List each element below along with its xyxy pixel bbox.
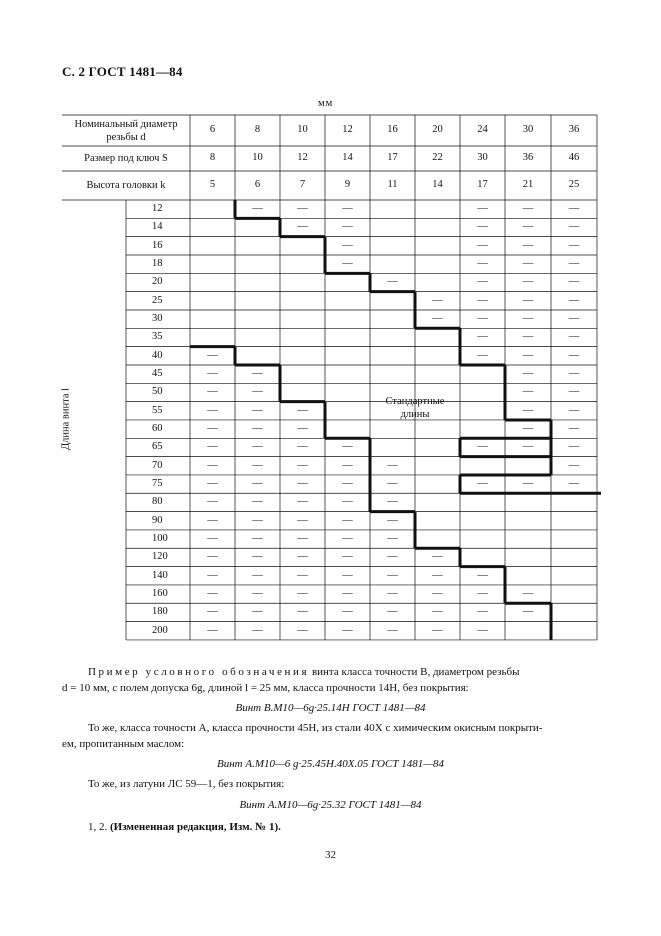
- length-value: 50: [152, 386, 163, 398]
- header-value: 30: [522, 123, 534, 135]
- dash-cell: —: [522, 239, 534, 251]
- length-value: 35: [152, 331, 163, 343]
- dash-cell: —: [568, 294, 580, 306]
- unit-label: мм: [318, 98, 334, 109]
- dash-cell: —: [568, 331, 580, 343]
- dash-cell: —: [207, 514, 218, 526]
- dash-cell: —: [297, 422, 308, 434]
- dash-cell: —: [387, 477, 398, 489]
- dash-cell: —: [522, 441, 534, 453]
- dash-cell: —: [477, 276, 488, 288]
- header-value: 22: [432, 151, 443, 163]
- dash-cell: —: [568, 349, 580, 361]
- example-intro-spaced: Пример условного обозначения: [88, 666, 310, 678]
- length-value: 180: [152, 606, 168, 618]
- dash-cell: —: [207, 404, 218, 416]
- dash-cell: —: [297, 606, 308, 618]
- dash-cell: —: [252, 514, 263, 526]
- dash-cell: —: [568, 221, 580, 233]
- dash-cell: —: [342, 569, 353, 581]
- dash-cell: —: [252, 477, 263, 489]
- dash-cell: —: [252, 587, 263, 599]
- dash-cell: —: [522, 276, 534, 288]
- dash-cell: —: [477, 257, 488, 269]
- dash-cell: —: [207, 477, 218, 489]
- length-value: 40: [152, 349, 163, 361]
- header-value: 17: [387, 151, 398, 163]
- dash-cell: —: [387, 532, 398, 544]
- dash-cell: —: [342, 257, 353, 269]
- dash-cell: —: [252, 367, 263, 379]
- dash-cell: —: [432, 606, 443, 618]
- header-value: 46: [568, 151, 580, 163]
- dash-cell: —: [522, 386, 534, 398]
- dash-cell: —: [522, 606, 534, 618]
- dash-cell: —: [342, 203, 353, 214]
- dash-cell: —: [522, 312, 534, 324]
- header-label: Высота головки k: [86, 179, 166, 191]
- length-axis-label: Длина винта l: [60, 387, 72, 450]
- dash-cell: —: [342, 496, 353, 508]
- dash-cell: —: [207, 551, 218, 563]
- page-number: 32: [325, 849, 336, 861]
- dash-cell: —: [522, 203, 534, 214]
- length-value: 14: [152, 221, 163, 233]
- dash-cell: —: [522, 587, 534, 599]
- dash-cell: —: [207, 532, 218, 544]
- dash-cell: —: [432, 624, 443, 636]
- dash-cell: —: [252, 551, 263, 563]
- dash-cell: —: [297, 514, 308, 526]
- header-value: 5: [209, 178, 216, 190]
- header-value: 12: [342, 123, 353, 135]
- example-intro: [88, 664, 519, 680]
- dash-cell: —: [477, 312, 488, 324]
- dash-cell: —: [297, 477, 308, 489]
- example-text3: То же, из латуни ЛС 59—1, без покрытия:: [88, 778, 285, 790]
- dash-cell: —: [252, 532, 263, 544]
- amendment-bold: (Измененная редакция, Изм. № 1).: [110, 821, 281, 833]
- dash-cell: —: [342, 551, 353, 563]
- standard-lengths-label: Стандартные длины: [385, 396, 445, 420]
- dash-cell: —: [387, 551, 398, 563]
- designation-2: Винт А.М10—6 g·25.45H.40X.05 ГОСТ 1481—84: [217, 758, 444, 770]
- length-value: 16: [152, 239, 163, 251]
- length-value: 12: [152, 203, 163, 214]
- dash-cell: —: [252, 606, 263, 618]
- dash-cell: —: [522, 404, 534, 416]
- header-value: 36: [522, 151, 534, 163]
- length-value: 18: [152, 257, 163, 269]
- amendment-note: [88, 819, 281, 835]
- dash-cell: —: [342, 477, 353, 489]
- dash-cell: —: [568, 386, 580, 398]
- dash-cell: —: [252, 569, 263, 581]
- dash-cell: —: [207, 496, 218, 508]
- dash-cell: —: [387, 606, 398, 618]
- length-value: 140: [152, 569, 168, 581]
- dash-cell: —: [568, 459, 580, 471]
- dash-cell: —: [522, 331, 534, 343]
- page-header: С. 2 ГОСТ 1481—84: [62, 64, 183, 79]
- dash-cell: —: [477, 203, 488, 214]
- dash-cell: —: [342, 587, 353, 599]
- dash-cell: —: [297, 404, 308, 416]
- header-value: 16: [387, 123, 398, 135]
- length-value: 45: [152, 367, 163, 379]
- header-value: 8: [254, 123, 261, 135]
- dash-cell: —: [477, 587, 488, 599]
- header-value: 6: [209, 123, 216, 135]
- dash-cell: —: [252, 386, 263, 398]
- header-value: 7: [299, 178, 306, 190]
- header-value: 10: [252, 151, 263, 163]
- header-value: 21: [522, 178, 534, 190]
- dash-cell: —: [342, 514, 353, 526]
- header-value: 24: [477, 123, 488, 135]
- dash-cell: —: [568, 422, 580, 434]
- dash-cell: —: [207, 422, 218, 434]
- length-value: 120: [152, 551, 168, 563]
- dash-cell: —: [477, 606, 488, 618]
- dash-cell: —: [342, 221, 353, 233]
- dash-cell: —: [297, 221, 308, 233]
- dash-cell: —: [432, 569, 443, 581]
- dash-cell: —: [387, 459, 398, 471]
- dash-cell: —: [432, 551, 443, 563]
- dash-cell: —: [477, 441, 488, 453]
- dash-cell: —: [252, 441, 263, 453]
- length-value: 160: [152, 587, 168, 599]
- length-value: 70: [152, 459, 163, 471]
- dash-cell: —: [568, 312, 580, 324]
- dash-cell: —: [477, 221, 488, 233]
- dash-cell: —: [207, 349, 218, 361]
- length-value: 25: [152, 294, 163, 306]
- example-line2: d = 10 мм, с полем допуска 6g, длиной l = 25 мм, класса прочности 14H, без покрытия:: [62, 682, 469, 694]
- dash-cell: —: [297, 441, 308, 453]
- length-value: 20: [152, 276, 163, 288]
- header-value: 6: [254, 178, 261, 190]
- dash-cell: —: [342, 239, 353, 251]
- dash-cell: —: [568, 203, 580, 214]
- header-value: 25: [568, 178, 580, 190]
- dash-cell: —: [252, 203, 263, 214]
- designation-3: Винт А.М10—6g·25.32 ГОСТ 1481—84: [239, 799, 422, 811]
- dash-cell: —: [568, 257, 580, 269]
- dash-cell: —: [387, 514, 398, 526]
- dash-cell: —: [522, 477, 534, 489]
- dash-cell: —: [432, 294, 443, 306]
- length-value: 65: [152, 441, 163, 453]
- header-value: 30: [477, 151, 488, 163]
- dash-cell: —: [297, 459, 308, 471]
- dash-cell: —: [207, 386, 218, 398]
- dash-cell: —: [522, 221, 534, 233]
- dash-cell: —: [387, 569, 398, 581]
- dash-cell: —: [568, 367, 580, 379]
- dash-cell: —: [477, 569, 488, 581]
- dash-cell: —: [207, 606, 218, 618]
- amendment-prefix: 1, 2.: [88, 821, 110, 833]
- dash-cell: —: [252, 624, 263, 636]
- header-label: Номинальный диаметр резьбы d: [74, 118, 178, 143]
- dash-cell: —: [252, 496, 263, 508]
- dash-cell: —: [252, 404, 263, 416]
- example-text2b: ем, пропитанным маслом:: [62, 738, 185, 750]
- dash-cell: —: [432, 587, 443, 599]
- dash-cell: —: [568, 276, 580, 288]
- dash-cell: —: [207, 441, 218, 453]
- header-value: 17: [477, 178, 488, 190]
- dash-cell: —: [342, 459, 353, 471]
- header-value: 36: [568, 123, 580, 135]
- example-text2a: То же, класса точности А, класса прочности 45H, из стали 40X с химическим окисным покрыти-: [88, 722, 543, 734]
- length-value: 80: [152, 496, 163, 508]
- dash-cell: —: [522, 294, 534, 306]
- length-value: 75: [152, 477, 163, 489]
- dash-cell: —: [522, 349, 534, 361]
- header-value: 8: [209, 151, 216, 163]
- dash-cell: —: [297, 203, 308, 214]
- length-value: 60: [152, 422, 163, 434]
- dash-cell: —: [568, 404, 580, 416]
- dash-cell: —: [568, 477, 580, 489]
- dash-cell: —: [342, 532, 353, 544]
- dash-cell: —: [477, 477, 488, 489]
- length-value: 55: [152, 404, 163, 416]
- dash-cell: —: [522, 367, 534, 379]
- dash-cell: —: [477, 624, 488, 636]
- dash-cell: —: [252, 459, 263, 471]
- dash-cell: —: [387, 276, 398, 288]
- dash-cell: —: [432, 312, 443, 324]
- dash-cell: —: [297, 496, 308, 508]
- dash-cell: —: [207, 569, 218, 581]
- dash-cell: —: [297, 532, 308, 544]
- dash-cell: —: [297, 587, 308, 599]
- length-value: 100: [152, 532, 168, 544]
- dash-cell: —: [207, 367, 218, 379]
- dash-cell: —: [568, 239, 580, 251]
- dash-cell: —: [387, 624, 398, 636]
- dash-cell: —: [477, 239, 488, 251]
- dash-cell: —: [477, 331, 488, 343]
- length-value: 30: [152, 312, 163, 324]
- header-label: Размер под ключ S: [84, 152, 168, 164]
- header-value: 14: [432, 178, 443, 190]
- dash-cell: —: [342, 624, 353, 636]
- dash-cell: —: [207, 587, 218, 599]
- dash-cell: —: [477, 294, 488, 306]
- header-value: 9: [344, 178, 351, 190]
- dash-cell: —: [387, 496, 398, 508]
- designation-1: Винт В.М10—6g·25.14H ГОСТ 1481—84: [235, 702, 426, 714]
- header-value: 12: [297, 151, 308, 163]
- dash-cell: —: [207, 459, 218, 471]
- dash-cell: —: [297, 624, 308, 636]
- dash-cell: —: [477, 349, 488, 361]
- dash-cell: —: [342, 606, 353, 618]
- dash-cell: —: [522, 422, 534, 434]
- dash-cell: —: [342, 441, 353, 453]
- example-intro-rest: винта класса точности В, диаметром резьбы: [309, 666, 520, 678]
- header-value: 11: [387, 178, 398, 190]
- length-value: 90: [152, 514, 163, 526]
- dash-cell: —: [387, 587, 398, 599]
- dash-cell: —: [297, 551, 308, 563]
- length-value: 200: [152, 624, 168, 636]
- header-value: 14: [342, 151, 353, 163]
- header-value: 10: [297, 123, 308, 135]
- dash-cell: —: [252, 422, 263, 434]
- dash-cell: —: [522, 257, 534, 269]
- dash-cell: —: [207, 624, 218, 636]
- header-value: 20: [432, 123, 443, 135]
- dash-cell: —: [297, 569, 308, 581]
- dash-cell: —: [568, 441, 580, 453]
